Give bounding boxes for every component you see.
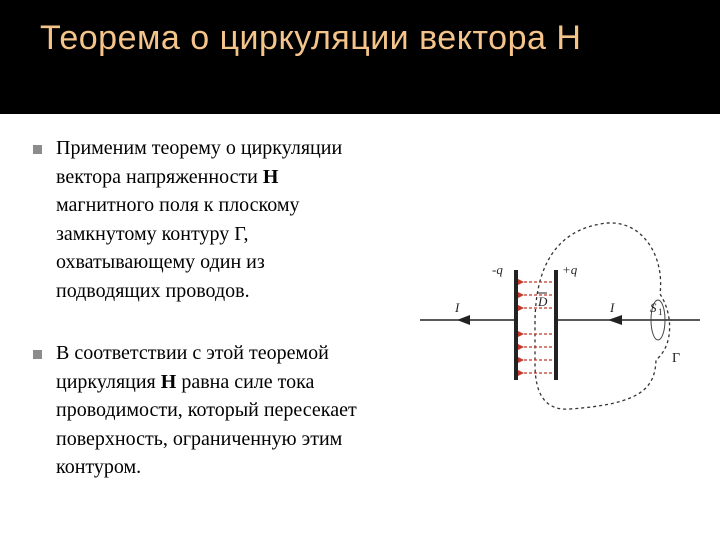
- plate-positive: [554, 270, 558, 380]
- label-i-left: I: [455, 300, 460, 315]
- bullet-1-text-a: Применим теорему о циркуляции вектора напряженности: [56, 137, 343, 188]
- label-s: S: [650, 300, 657, 315]
- content-panel: [0, 114, 720, 540]
- label-plus-q: +q: [562, 262, 578, 277]
- left-current-arrow-icon: [457, 315, 470, 325]
- label-gamma: Г: [672, 351, 681, 366]
- right-current-arrow-icon: [608, 315, 622, 325]
- plate-negative: [514, 270, 518, 380]
- bullet-2-bold-h: H: [160, 370, 177, 393]
- bullet-1-bold-h: H: [262, 165, 279, 188]
- label-d: D: [538, 294, 548, 309]
- bullet-2-text-a: В соответствии с этой теоремой циркуляция: [56, 342, 329, 393]
- bullet-2-text-b: равна силе тока проводимости, который пересекает поверхность, ограниченную этим контуром.: [56, 370, 357, 478]
- capacitor-circulation-diagram: [0, 114, 720, 540]
- label-i-right: I: [610, 300, 615, 315]
- bullet-1-text-b: магнитного поля к плоскому замкнутому контуру Г, охватывающему один из подводящих проводов.: [56, 194, 300, 302]
- label-minus-q: -q: [492, 262, 503, 277]
- label-s-subscript: 1: [658, 307, 663, 317]
- slide-title: Теорема о циркуляции вектора Н: [40, 19, 582, 57]
